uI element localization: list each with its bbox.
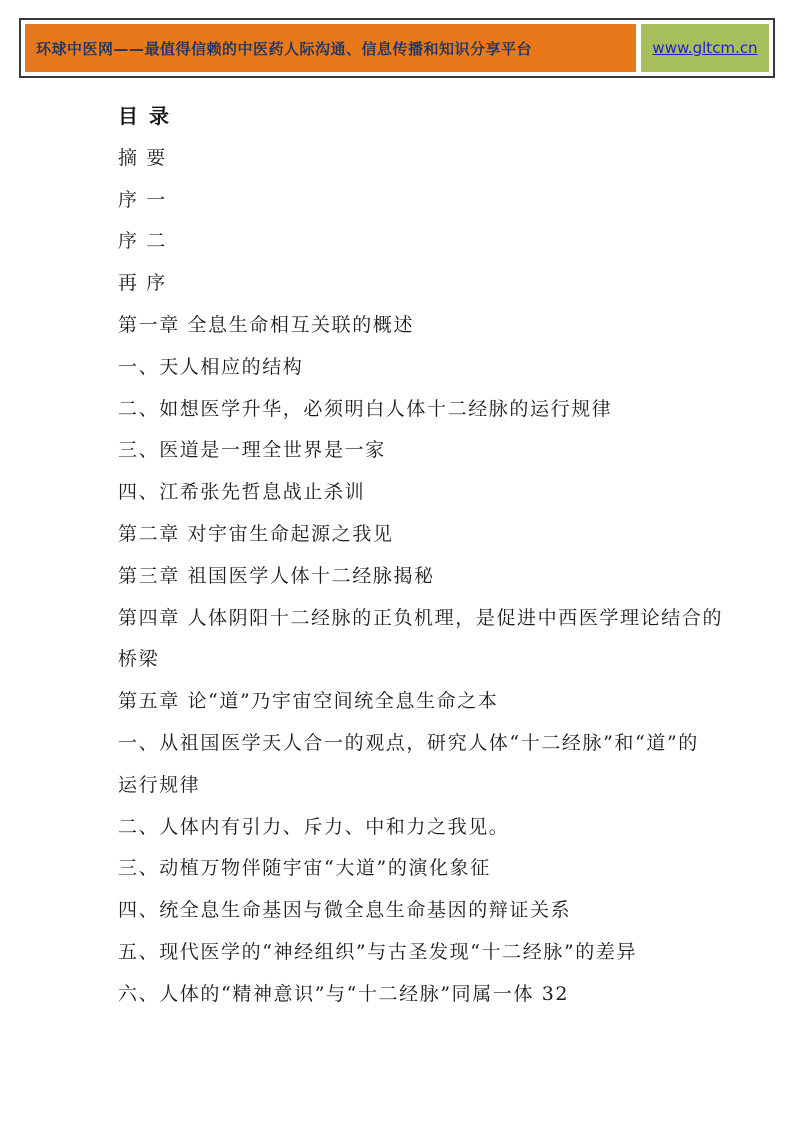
toc-line-chapter-1: 第一章 全息生命相互关联的概述 (118, 313, 415, 336)
toc-line-ch5-sec1-cont: 运行规律 (118, 773, 201, 796)
toc-line-chapter-2: 第二章 对宇宙生命起源之我见 (118, 522, 394, 545)
toc-title: 目 录 (118, 104, 171, 128)
toc-line-chapter-4-cont: 桥梁 (118, 648, 160, 671)
toc-line-re-preface: 再 序 (118, 272, 167, 295)
toc-line-abstract: 摘 要 (118, 146, 167, 169)
toc-line-preface-1: 序 一 (118, 188, 167, 211)
toc-line-ch5-sec4: 四、统全息生命基因与微全息生命基因的辩证关系 (118, 899, 572, 922)
toc-line-ch5-sec5: 五、现代医学的“神经组织”与古圣发现“十二经脉”的差异 (118, 940, 638, 963)
toc-line-chapter-5: 第五章 论“道”乃宇宙空间统全息生命之本 (118, 690, 499, 713)
toc-line-ch1-sec3: 三、医道是一理全世界是一家 (118, 439, 386, 462)
toc-line-ch1-sec1: 一、天人相应的结构 (118, 355, 304, 378)
toc-line-ch5-sec2: 二、人体内有引力、斥力、中和力之我见。 (118, 815, 510, 838)
toc-line-ch5-sec1: 一、从祖国医学天人合一的观点，研究人体“十二经脉”和“道”的 (118, 731, 699, 754)
toc-line-ch5-sec6: 六、人体的“精神意识”与“十二经脉”同属一体 32 (118, 982, 570, 1005)
toc-line-ch1-sec2: 二、如想医学升华，必须明白人体十二经脉的运行规律 (118, 397, 613, 420)
toc-line-ch5-sec3: 三、动植万物伴随宇宙“大道”的演化象征 (118, 857, 491, 880)
toc-line-preface-2: 序 二 (118, 230, 167, 253)
site-header-banner (19, 18, 775, 78)
banner-title-text: 环球中医网——最值得信赖的中医药人际沟通、信息传播和知识分享平台 (36, 39, 533, 58)
toc-line-chapter-4: 第四章 人体阴阳十二经脉的正负机理，是促进中西医学理论结合的 (118, 606, 724, 629)
website-link[interactable]: www.gltcm.cn (652, 39, 758, 57)
banner-link-area (641, 24, 769, 72)
toc-line-chapter-3: 第三章 祖国医学人体十二经脉揭秘 (118, 564, 435, 587)
document-page (118, 96, 724, 1016)
toc-line-ch1-sec4: 四、江希张先哲息战止杀训 (118, 481, 366, 504)
banner-title-area (25, 24, 636, 72)
